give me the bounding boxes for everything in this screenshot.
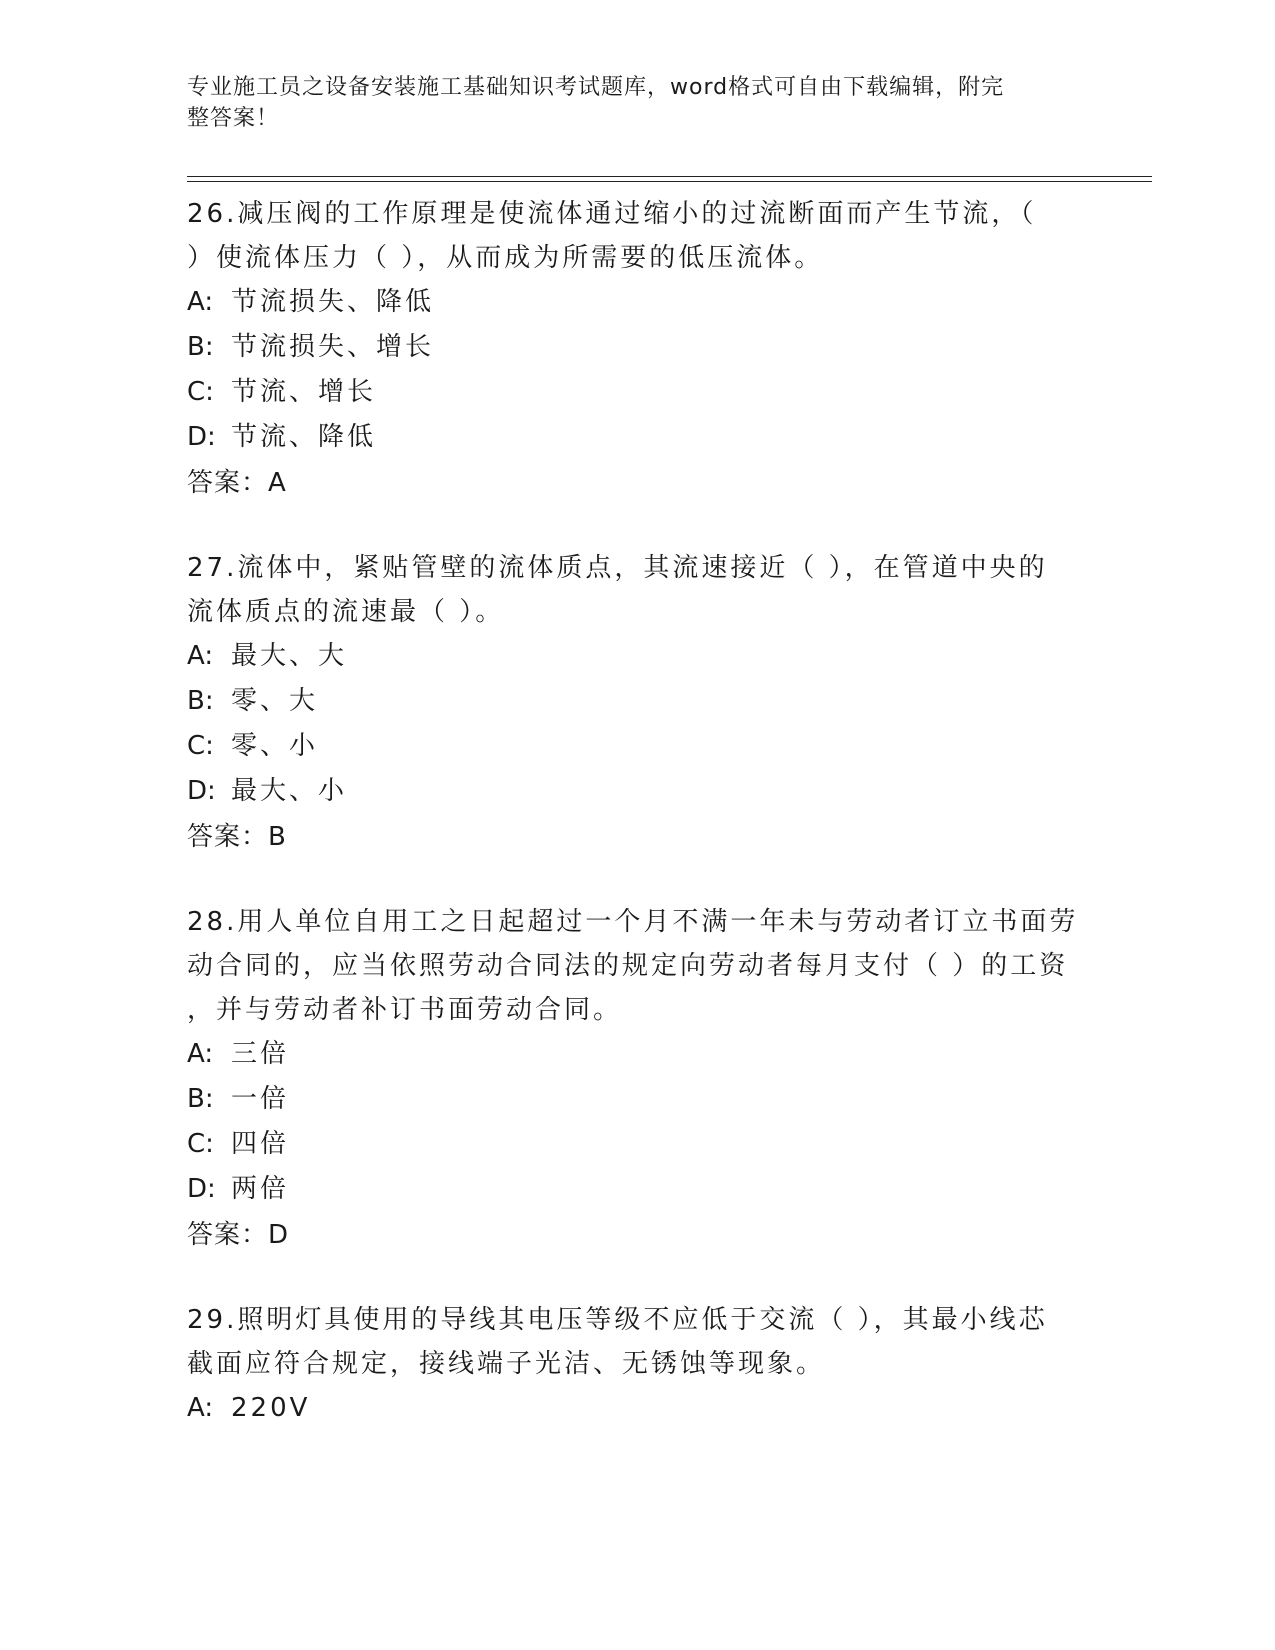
option-label: C:: [187, 377, 214, 407]
question-text: 29.照明灯具使用的导线其电压等级不应低于交流（ ），其最小线芯: [187, 1305, 1048, 1335]
answer-option: [187, 325, 1087, 370]
option-text: 零、大: [231, 686, 319, 716]
answer-key: 答案：A: [187, 468, 287, 498]
option-text: 220V: [231, 1393, 311, 1423]
option-text: 最大、大: [231, 641, 348, 671]
question-text: ）使流体压力（ ），从而成为所需要的低压流体。: [187, 243, 824, 273]
question-text: 截面应符合规定，接线端子光洁、无锈蚀等现象。: [187, 1349, 826, 1379]
question-text: 动合同的，应当依照劳动合同法的规定向劳动者每月支付（ ）的工资: [187, 951, 1069, 981]
option-label: B:: [187, 332, 214, 362]
answer-option: [187, 280, 1087, 325]
option-label: B:: [187, 686, 214, 716]
question-text: 流体质点的流速最（ ）。: [187, 597, 505, 627]
question-text: 27.流体中，紧贴管壁的流体质点，其流速接近（ ），在管道中央的: [187, 553, 1048, 583]
question-text: 26.减压阀的工作原理是使流体通过缩小的过流断面而产生节流，（: [187, 199, 1037, 229]
answer-option: [187, 1032, 1087, 1077]
answer-option: [187, 1122, 1087, 1167]
document-header: [187, 72, 1067, 134]
answer-option: [187, 634, 1087, 679]
option-text: 两倍: [231, 1174, 290, 1204]
option-text: 零、小: [231, 731, 319, 761]
option-label: B:: [187, 1084, 214, 1114]
answer-option: [187, 679, 1087, 724]
header-divider: [187, 176, 1152, 177]
option-text: 四倍: [231, 1129, 290, 1159]
question-block: [187, 192, 1087, 506]
answer-key: 答案：D: [187, 1220, 290, 1250]
option-label: A:: [187, 1393, 214, 1423]
header-divider: [187, 181, 1152, 182]
option-text: 最大、小: [231, 776, 348, 806]
option-label: D:: [187, 776, 216, 806]
option-text: 节流损失、降低: [231, 287, 435, 317]
option-label: A:: [187, 1039, 214, 1069]
question-block: [187, 900, 1087, 1258]
answer-option: [187, 370, 1087, 415]
question-text: ，并与劳动者补订书面劳动合同。: [187, 995, 623, 1025]
option-text: 三倍: [231, 1039, 290, 1069]
answer-option: [187, 1077, 1087, 1122]
answer-option: [187, 415, 1087, 460]
question-list: [187, 192, 1087, 1471]
option-text: 节流损失、增长: [231, 332, 435, 362]
option-label: C:: [187, 1129, 214, 1159]
answer-option: [187, 1167, 1087, 1212]
option-text: 节流、降低: [231, 422, 377, 452]
option-label: A:: [187, 287, 214, 317]
question-block: [187, 1298, 1087, 1431]
option-text: 一倍: [231, 1084, 290, 1114]
option-text: 节流、增长: [231, 377, 377, 407]
answer-option: [187, 724, 1087, 769]
answer-option: [187, 1386, 1087, 1431]
answer-option: [187, 769, 1087, 814]
option-label: A:: [187, 641, 214, 671]
option-label: D:: [187, 422, 216, 452]
question-text: 28.用人单位自用工之日起超过一个月不满一年未与劳动者订立书面劳: [187, 907, 1079, 937]
header-line: 专业施工员之设备安装施工基础知识考试题库，word格式可自由下载编辑，附完: [187, 75, 1005, 100]
option-label: D:: [187, 1174, 216, 1204]
question-block: [187, 546, 1087, 860]
answer-key: 答案：B: [187, 822, 287, 852]
option-label: C:: [187, 731, 214, 761]
header-line: 整答案！: [187, 106, 280, 131]
